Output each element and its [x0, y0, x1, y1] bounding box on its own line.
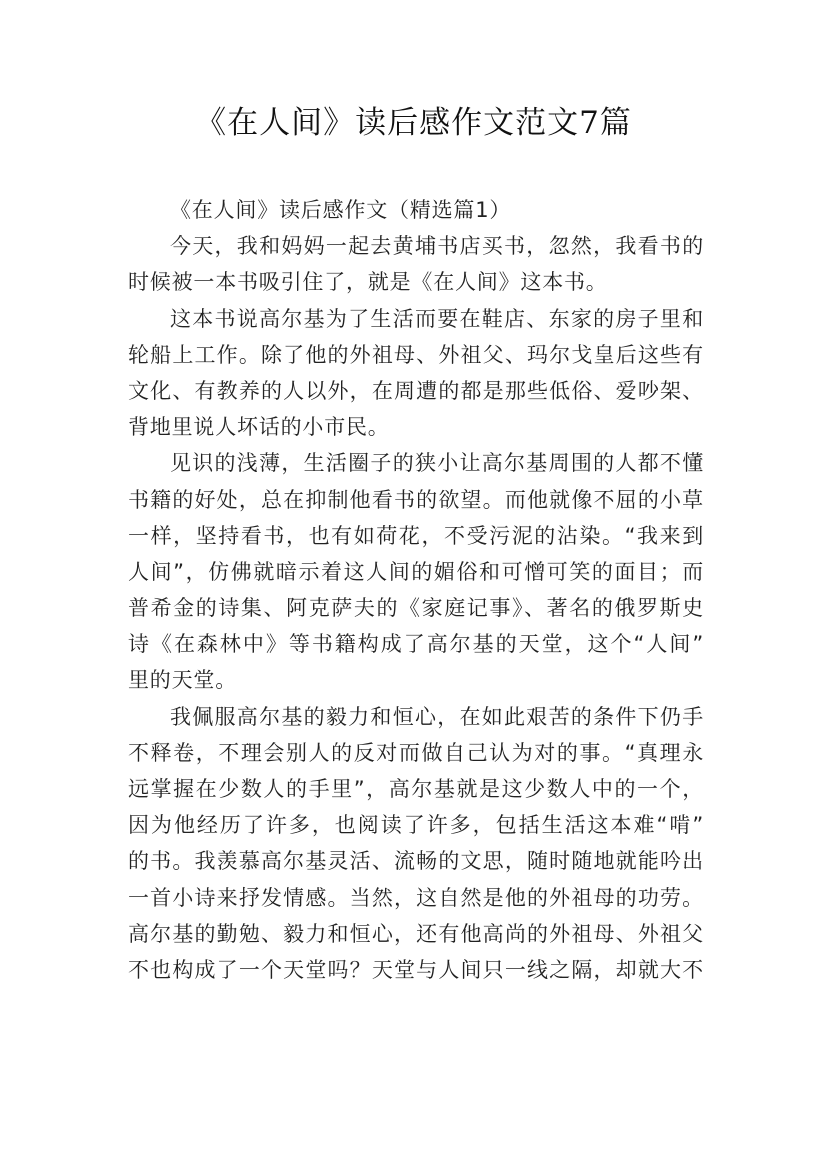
text-line: 因为他经历了许多，也阅读了许多，包括生活这本难“啃”: [128, 813, 704, 838]
text-line: 见识的浅薄，生活圈子的狭小让高尔基周围的人都不懂: [170, 451, 704, 476]
text-line: 书籍的好处，总在抑制他看书的欲望。而他就像不屈的小草: [128, 487, 704, 512]
document-title: 《在人间》读后感作文范文7篇: [195, 105, 632, 141]
text-line: 这本书说高尔基为了生活而要在鞋店、东家的房子里和: [170, 306, 704, 331]
document-body: [128, 192, 704, 988]
text-line: 我佩服高尔基的毅力和恒心，在如此艰苦的条件下仍手: [170, 704, 704, 729]
text-line: 不释卷，不理会别人的反对而做自己认为对的事。“真理永: [128, 740, 704, 765]
text-line: 今天，我和妈妈一起去黄埔书店买书，忽然，我看书的: [170, 234, 704, 259]
text-line: 文化、有教养的人以外，在周遭的都是那些低俗、爱吵架、: [128, 378, 704, 403]
text-line: 的书。我羡慕高尔基灵活、流畅的文思，随时随地就能吟出: [128, 849, 704, 874]
text-line: 一首小诗来抒发情感。当然，这自然是他的外祖母的功劳。: [128, 885, 704, 910]
text-line: 里的天堂。: [128, 668, 237, 693]
text-line: 时候被一本书吸引住了，就是《在人间》这本书。: [128, 270, 608, 295]
text-line: 诗《在森林中》等书籍构成了高尔基的天堂，这个“人间”: [128, 632, 704, 657]
paragraph-lines: [128, 228, 704, 988]
text-line: 背地里说人坏话的小市民。: [128, 415, 390, 440]
text-line: 远掌握在少数人的手里”，高尔基就是这少数人中的一个，: [128, 777, 704, 801]
text-line: 高尔基的勤勉、毅力和恒心，还有他高尚的外祖母、外祖父: [128, 921, 704, 946]
text-line: 轮船上工作。除了他的外祖母、外祖父、玛尔戈皇后这些有: [128, 342, 704, 367]
text-line: 一样，坚持看书，也有如荷花，不受污泥的沾染。“我来到: [128, 523, 704, 548]
text-line: 不也构成了一个天堂吗？天堂与人间只一线之隔，却就大不: [128, 957, 704, 982]
text-line: 普希金的诗集、阿克萨夫的《家庭记事》、著名的俄罗斯史: [128, 596, 704, 621]
text-line: 人间”，仿佛就暗示着这人间的媚俗和可憎可笑的面目；而: [128, 559, 704, 584]
section-heading: 《在人间》读后感作文（精选篇1）: [170, 198, 512, 222]
